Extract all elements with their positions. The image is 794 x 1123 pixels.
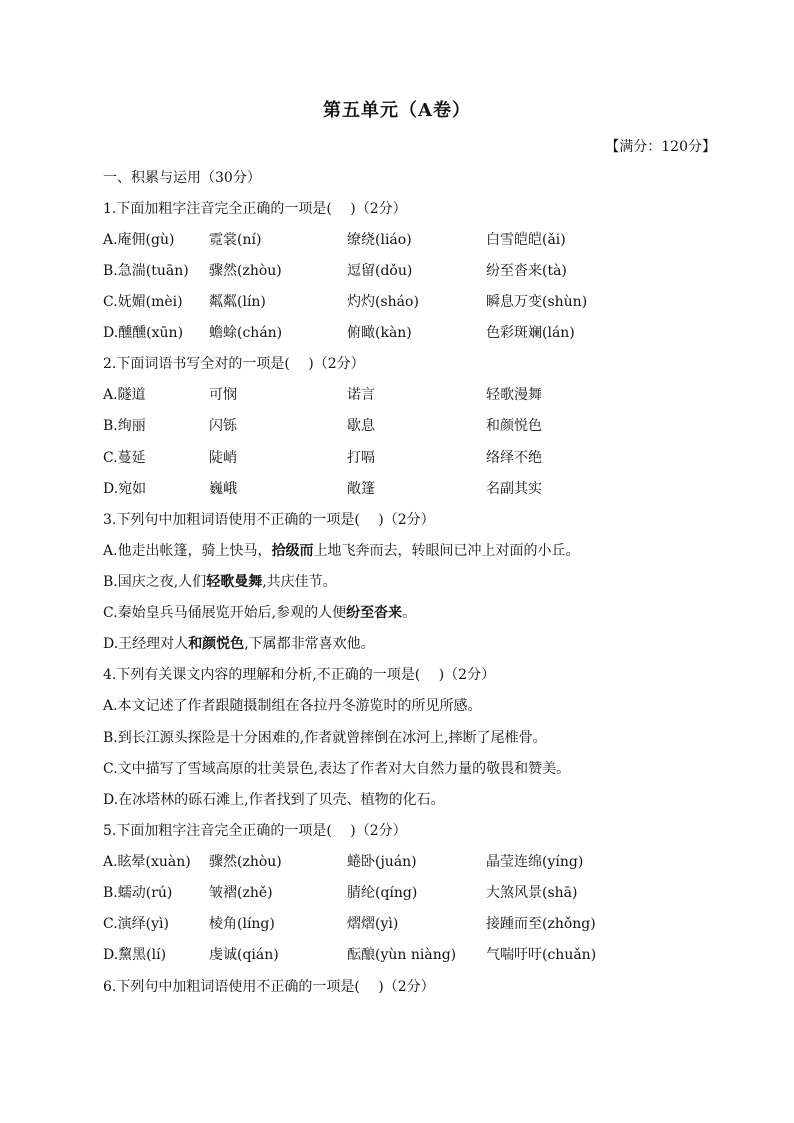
q1-d-1: D.醺醺(xūn) (103, 325, 184, 341)
q1-b-4: 纷至沓来(tà) (486, 263, 567, 279)
q2-a-1: A.隧道 (103, 387, 146, 403)
q5-a-3: 蜷卧(juán) (347, 854, 417, 870)
q1-d-4: 色彩斑斓(lán) (486, 325, 575, 341)
q5-b-3: 腈纶(qíng) (347, 885, 418, 901)
question-2-stem: 2.下面词语书写全对的一项是( )（2分） (103, 356, 365, 372)
question-4-stem: 4.下列有关课文内容的理解和分析,不正确的一项是( )（2分） (103, 667, 496, 683)
q4-option-a: A.本文记述了作者跟随摄制组在各拉丹冬游览时的所见所感。 (103, 698, 482, 714)
q1-c-4: 瞬息万变(shùn) (486, 294, 588, 310)
q3-c-text-post: 。 (402, 605, 417, 621)
q5-a-2: 骤然(zhòu) (209, 854, 282, 870)
q1-c-1: C.妩媚(mèi) (103, 294, 183, 310)
q1-d-3: 俯瞰(kàn) (347, 325, 412, 341)
q2-d-2: 巍峨 (209, 481, 237, 497)
q1-a-2: 霓裳(ní) (209, 232, 262, 248)
q5-c-1: C.演绎(yì) (103, 916, 169, 932)
q1-a-4: 白雪皑皑(ǎi) (486, 232, 566, 248)
q1-b-2: 骤然(zhòu) (209, 263, 282, 279)
q2-c-4: 络绎不绝 (486, 450, 542, 466)
q2-a-2: 可悯 (209, 387, 237, 403)
q3-option-c (103, 602, 416, 622)
q2-b-4: 和颜悦色 (486, 418, 542, 434)
q2-c-1: C.蔓延 (103, 450, 146, 466)
q3-option-d (103, 633, 375, 653)
q2-d-3: 敞篷 (347, 481, 375, 497)
page-title: 第五单元（A卷） (323, 100, 471, 121)
q2-c-3: 打嗝 (347, 450, 375, 466)
full-score: 【满分：120分】 (605, 139, 716, 155)
q3-d-text-pre: D.王经理对人 (103, 636, 189, 652)
question-5-stem: 5.下面加粗字注音完全正确的一项是( )（2分） (103, 823, 407, 839)
q3-c-bold-phrase: 纷至沓来 (346, 605, 403, 621)
q3-option-b (103, 571, 337, 591)
q5-a-1: A.眩晕(xuàn) (103, 854, 191, 870)
q1-a-3: 缭绕(liáo) (347, 232, 412, 248)
q1-b-1: B.急湍(tuān) (103, 263, 189, 279)
q3-a-text-pre: A.他走出帐篷，骑上快马， (103, 543, 272, 559)
q3-b-text-post: ,共庆佳节。 (262, 574, 337, 590)
q2-d-4: 名副其实 (486, 481, 542, 497)
q5-a-4: 晶莹连绵(yíng) (486, 854, 584, 870)
q2-b-2: 闪铄 (209, 418, 237, 434)
q3-option-a (103, 540, 580, 560)
q5-d-3: 酝酿(yùn niàng) (347, 947, 457, 963)
question-6-stem: 6.下列句中加粗词语使用不正确的一项是( )（2分） (103, 979, 435, 995)
q3-a-bold-phrase: 拾级而 (271, 543, 314, 559)
q2-b-3: 歇息 (347, 418, 375, 434)
q3-b-text-pre: B.国庆之夜,人们 (103, 574, 207, 590)
q5-d-2: 虔诚(qián) (209, 947, 279, 963)
q4-option-c: C.文中描写了雪域高原的壮美景色,表达了作者对大自然力量的敬畏和赞美。 (103, 761, 571, 777)
q2-a-4: 轻歌漫舞 (486, 387, 542, 403)
q2-a-3: 诺言 (347, 387, 375, 403)
q5-d-4: 气喘吁吁(chuǎn) (486, 947, 597, 963)
q3-d-bold-phrase: 和颜悦色 (188, 636, 245, 652)
q5-b-1: B.蠕动(rú) (103, 885, 173, 901)
q1-a-1: A.庵佣(gù) (103, 232, 175, 248)
q3-a-text-post: 上地飞奔而去，转眼间已冲上对面的小丘。 (313, 543, 580, 559)
q3-b-bold-phrase: 轻歌曼舞 (206, 574, 263, 590)
q3-c-text-pre: C.秦始皇兵马俑展览开始后,参观的人便 (103, 605, 347, 621)
q3-d-text-post: ,下属都非常喜欢他。 (244, 636, 375, 652)
q1-b-3: 逗留(dǒu) (347, 263, 413, 279)
q1-c-2: 粼粼(lín) (209, 294, 266, 310)
q5-b-2: 皱褶(zhě) (209, 885, 273, 901)
q5-d-1: D.黧黑(lí) (103, 947, 167, 963)
q5-c-4: 接踵而至(zhǒng) (486, 916, 596, 932)
q5-c-2: 棱角(líng) (209, 916, 275, 932)
q2-b-1: B.绚丽 (103, 418, 146, 434)
q2-d-1: D.宛如 (103, 481, 147, 497)
q1-d-2: 蟾蜍(chán) (209, 325, 283, 341)
q2-c-2: 陡峭 (209, 450, 237, 466)
q4-option-d: D.在冰塔林的砾石滩上,作者找到了贝壳、植物的化石。 (103, 792, 445, 808)
q5-c-3: 熠熠(yì) (347, 916, 399, 932)
question-1-stem: 1.下面加粗字注音完全正确的一项是( )（2分） (103, 201, 407, 217)
q1-c-3: 灼灼(sháo) (347, 294, 419, 310)
section-heading: 一、积累与运用（30分） (103, 170, 261, 186)
question-3-stem: 3.下列句中加粗词语使用不正确的一项是( )（2分） (103, 512, 435, 528)
q4-option-b: B.到长江源头探险是十分困难的,作者就曾摔倒在冰河上,摔断了尾椎骨。 (103, 730, 547, 746)
q5-b-4: 大煞风景(shā) (486, 885, 578, 901)
